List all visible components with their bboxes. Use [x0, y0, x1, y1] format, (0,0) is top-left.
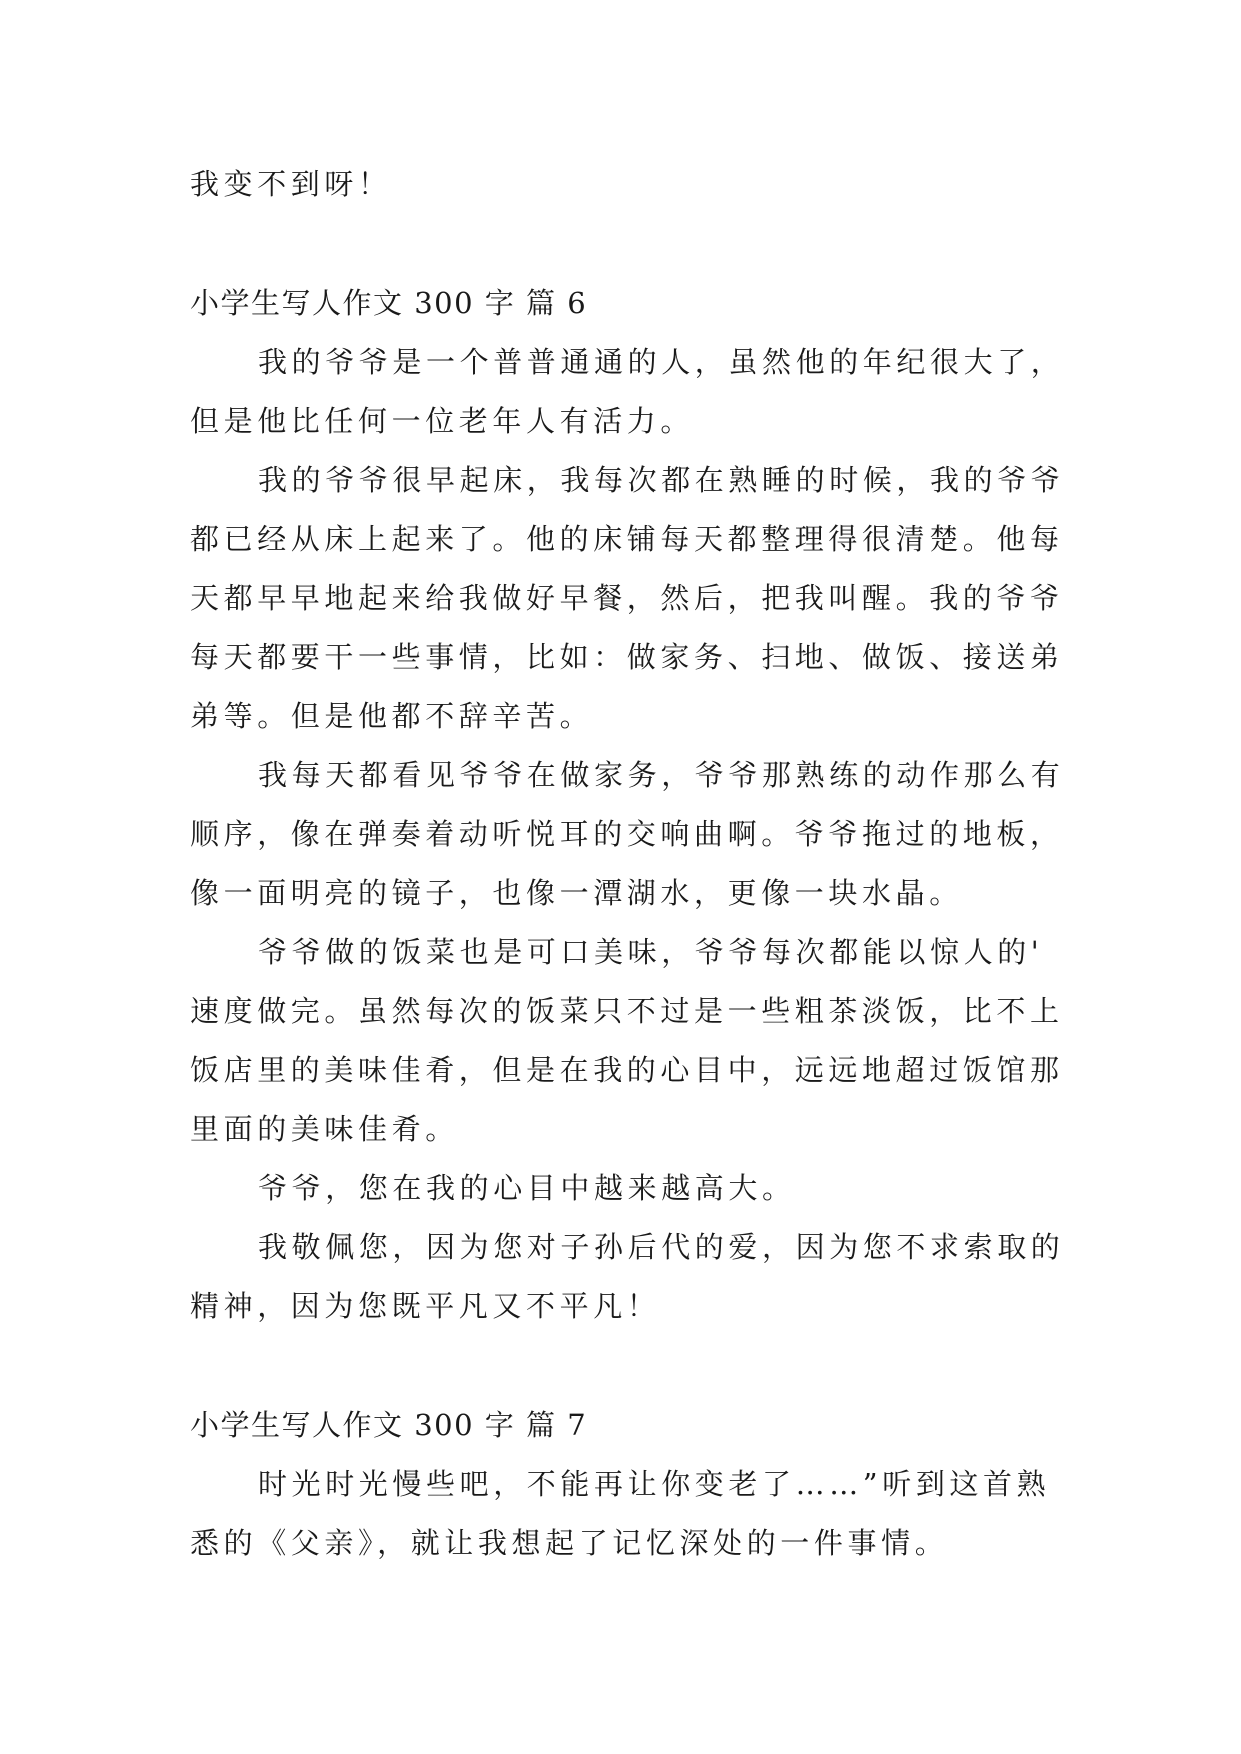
paragraph-line: 我的爷爷是一个普普通通的人，虽然他的年纪很大了，	[258, 345, 1065, 379]
paragraph-line: 精神，因为您既平凡又不平凡！	[190, 1289, 661, 1323]
paragraph-line: 我每天都看见爷爷在做家务，爷爷那熟练的动作那么有	[258, 758, 1065, 792]
paragraph-line: 每天都要干一些事情，比如：做家务、扫地、做饭、接送弟	[190, 640, 1064, 674]
paragraph-line: 爷爷做的饭菜也是可口美味，爷爷每次都能以惊人的'	[258, 935, 1044, 969]
section-title: 小学生写人作文 300 字 篇 7	[190, 1408, 588, 1442]
paragraph-line: 里面的美味佳肴。	[190, 1112, 459, 1146]
paragraph-line: 我敬佩您，因为您对子孙后代的爱，因为您不求索取的	[258, 1230, 1065, 1264]
paragraph-line: 我的爷爷很早起床，我每次都在熟睡的时候，我的爷爷	[258, 463, 1065, 497]
paragraph-line: 弟等。但是他都不辞辛苦。	[190, 699, 594, 733]
paragraph-line: 像一面明亮的镜子，也像一潭湖水，更像一块水晶。	[190, 876, 963, 910]
paragraph-line: 爷爷，您在我的心目中越来越高大。	[258, 1171, 796, 1205]
paragraph-line: 饭店里的美味佳肴，但是在我的心目中，远远地超过饭馆那	[190, 1053, 1064, 1087]
paragraph-line: 悉的《父亲》，就让我想起了记忆深处的一件事情。	[190, 1526, 949, 1560]
paragraph-line: 时光时光慢些吧，不能再让你变老了……”听到这首熟	[258, 1467, 1051, 1501]
paragraph-line: 速度做完。虽然每次的饭菜只不过是一些粗茶淡饭，比不上	[190, 994, 1064, 1028]
paragraph-line: 天都早早地起来给我做好早餐，然后，把我叫醒。我的爷爷	[190, 581, 1064, 615]
paragraph-line: 我变不到呀！	[190, 167, 392, 201]
section-title: 小学生写人作文 300 字 篇 6	[190, 286, 588, 320]
paragraph-line: 顺序，像在弹奏着动听悦耳的交响曲啊。爷爷拖过的地板，	[190, 817, 1064, 851]
paragraph-line: 都已经从床上起来了。他的床铺每天都整理得很清楚。他每	[190, 522, 1064, 556]
paragraph-line: 但是他比任何一位老年人有活力。	[190, 404, 695, 438]
